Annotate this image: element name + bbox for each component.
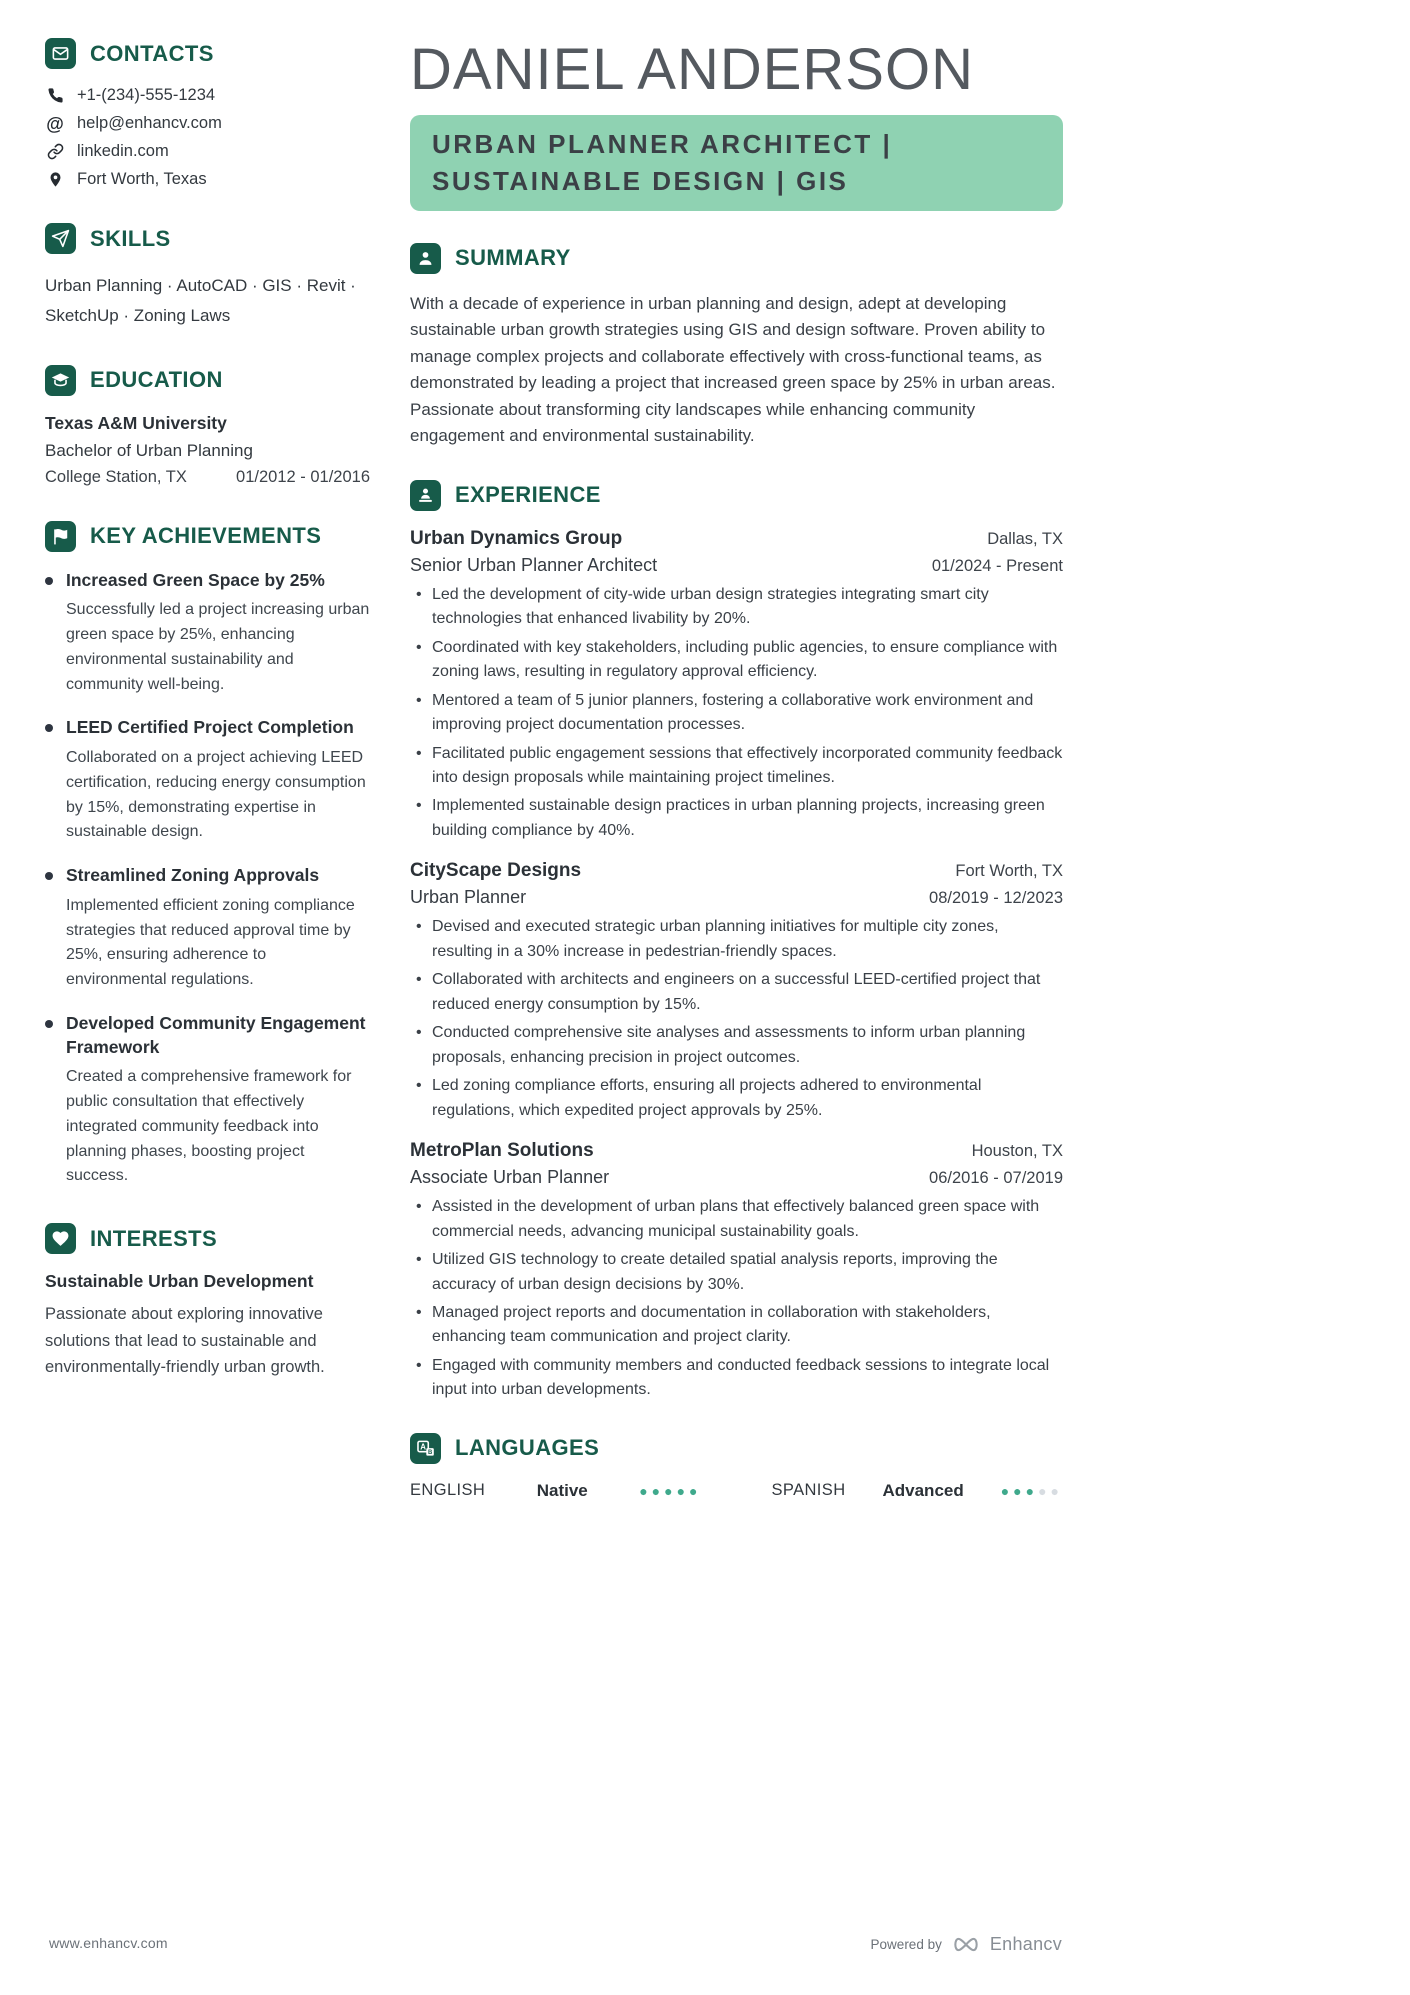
job-bullet: • Led the development of city-wide urban design strategies integrating smart city technologies that enhanced livability by 20%. xyxy=(410,583,1063,632)
job-dates: 01/2024 - Present xyxy=(931,556,1063,575)
achievement-body xyxy=(66,716,370,845)
footer-powered-by xyxy=(871,1934,1062,1955)
enhancv-logo-icon xyxy=(951,1935,981,1954)
person-icon xyxy=(410,243,441,274)
languages-title: LANGUAGES xyxy=(455,1435,600,1461)
contact-linkedin-text[interactable]: linkedin.com xyxy=(77,142,169,160)
job-bullet: • Utilized GIS technology to create detailed spatial analysis reports, improving the accuracy of urban design decisions by 30%. xyxy=(410,1248,1063,1297)
job-role: Urban Planner xyxy=(410,887,527,908)
job-location: Dallas, TX xyxy=(987,529,1063,548)
job-company: CityScape Designs xyxy=(410,860,582,882)
achievement-description: Successfully led a project increasing urban green space by 25%, enhancing environmental sustainability and community well-being. xyxy=(66,601,370,693)
achievement-item xyxy=(45,864,370,993)
experience-section-header xyxy=(410,480,1063,511)
language-name: SPANISH xyxy=(771,1481,846,1500)
job-header-row xyxy=(410,1140,1063,1162)
languages-list xyxy=(410,1481,1063,1501)
enhancv-brand-text[interactable]: Enhancv xyxy=(989,1934,1062,1954)
job-location: Houston, TX xyxy=(971,1142,1063,1161)
skills-title: SKILLS xyxy=(90,225,171,251)
job-bullet: • Engaged with community members and conducted feedback sessions to integrate local input into urban developments. xyxy=(410,1354,1063,1403)
job-bullet: • Mentored a team of 5 junior planners, fostering a collaborative work environment and improving project documentation processes. xyxy=(410,689,1063,738)
contacts-title: CONTACTS xyxy=(90,40,214,66)
job-dates: 06/2016 - 07/2019 xyxy=(929,1169,1063,1188)
job-title-line1: URBAN PLANNER ARCHITECT | xyxy=(432,128,893,159)
achievement-description: Collaborated on a project achieving LEED certification, reducing energy consumption by 15%, demonstrating expertise in sustainable design. xyxy=(66,748,366,841)
powered-by-label: Powered by xyxy=(870,1937,942,1952)
interest-title: Sustainable Urban Development xyxy=(45,1271,314,1292)
experience-job xyxy=(410,860,1063,1123)
achievement-title: Developed Community Engagement Framework xyxy=(66,1012,366,1057)
dots-empty: ●● xyxy=(1038,1482,1063,1499)
achievement-bullet-dot xyxy=(45,1020,53,1028)
experience-jobs xyxy=(410,528,1063,1403)
languages-section-header xyxy=(410,1433,1063,1464)
achievement-title: LEED Certified Project Completion xyxy=(66,717,354,738)
key-achievements-section-header xyxy=(45,521,370,552)
language-level: Native xyxy=(536,1480,588,1500)
summary-section xyxy=(410,243,1063,450)
education-location: College Station, TX xyxy=(45,467,187,486)
experience-job xyxy=(410,528,1063,844)
summary-section-header xyxy=(410,243,1063,274)
job-bullet: • Facilitated public engagement sessions that effectively incorporated community feedback into design proposals while maintaining project timelines. xyxy=(410,742,1063,791)
job-role: Senior Urban Planner Architect xyxy=(410,554,658,575)
interests-section-header xyxy=(45,1223,370,1254)
language-proficiency-dots xyxy=(639,1483,701,1499)
education-degree: Bachelor of Urban Planning xyxy=(45,440,253,460)
rocket-icon xyxy=(45,223,76,254)
main-column xyxy=(410,38,1063,1995)
link-icon xyxy=(45,143,65,160)
key-achievements-title: KEY ACHIEVEMENTS xyxy=(90,523,322,548)
job-subheader-row xyxy=(410,882,1063,915)
job-bullet: • Devised and executed strategic urban planning initiatives for multiple city zones, resulting in a 30% increase in pedestrian-friendly spaces. xyxy=(410,915,1063,964)
summary-title: SUMMARY xyxy=(455,245,571,271)
contact-location-text: Fort Worth, Texas xyxy=(77,170,207,188)
job-subheader-row xyxy=(410,1162,1063,1195)
translate-icon xyxy=(410,1433,441,1464)
experience-job xyxy=(410,1140,1063,1403)
education-dates: 01/2012 - 01/2016 xyxy=(236,467,370,486)
dots-filled: ●●● xyxy=(1000,1482,1039,1499)
contact-location-row xyxy=(45,170,370,189)
contact-email-row xyxy=(45,114,370,133)
sidebar xyxy=(45,38,370,1995)
job-bullet: • Implemented sustainable design practices in urban planning projects, increasing green building compliance by 40%. xyxy=(410,794,1063,843)
achievement-bullet-dot xyxy=(45,577,53,585)
achievement-body xyxy=(66,1012,370,1189)
job-title-banner xyxy=(410,115,1063,211)
education-title: EDUCATION xyxy=(90,367,223,392)
job-bullet-list xyxy=(410,915,1063,1123)
achievement-description: Implemented efficient zoning compliance strategies that reduced approval time by 25%, ensuring adherence to environmental regulations. xyxy=(66,896,355,989)
graduation-cap-icon xyxy=(45,365,76,396)
job-bullet-list xyxy=(410,583,1063,844)
achievement-body xyxy=(66,864,370,993)
achievement-title: Streamlined Zoning Approvals xyxy=(66,865,320,886)
contact-email-text[interactable]: help@enhancv.com xyxy=(77,114,222,132)
experience-section xyxy=(410,480,1063,1403)
job-dates: 08/2019 - 12/2023 xyxy=(929,889,1063,908)
contacts-section xyxy=(45,38,370,189)
job-bullet: • Conducted comprehensive site analyses and assessments to inform urban planning proposals, enhancing precision in project outcomes. xyxy=(410,1021,1063,1070)
achievement-bullet-dot xyxy=(45,724,53,732)
skills-section-header xyxy=(45,223,370,254)
languages-section xyxy=(410,1433,1063,1501)
education-meta xyxy=(45,468,370,487)
education-school: Texas A&M University xyxy=(45,412,227,433)
svg-text:A: A xyxy=(420,1442,426,1452)
heart-icon xyxy=(45,1223,76,1254)
svg-text:B: B xyxy=(427,1449,433,1456)
job-bullet: • Collaborated with architects and engineers on a successful LEED-certified project that reduced energy consumption by 15%. xyxy=(410,968,1063,1017)
job-title-line2: SUSTAINABLE DESIGN | GIS xyxy=(432,165,849,196)
footer-website-link[interactable]: www.enhancv.com xyxy=(49,1935,168,1951)
flag-icon xyxy=(45,521,76,552)
contacts-section-header xyxy=(45,38,370,69)
job-bullet-list xyxy=(410,1195,1063,1403)
achievement-title: Increased Green Space by 25% xyxy=(66,569,325,590)
skills-section xyxy=(45,223,370,331)
contact-phone-row xyxy=(45,86,370,105)
language-name: ENGLISH xyxy=(410,1481,486,1500)
job-header-row xyxy=(410,528,1063,550)
achievement-bullet-dot xyxy=(45,872,53,880)
experience-title: EXPERIENCE xyxy=(455,482,601,508)
language-item xyxy=(772,1481,1064,1501)
job-bullet: • Coordinated with key stakeholders, including public agencies, to ensure compliance with zoning laws, resulting in regulatory approval efficiency. xyxy=(410,636,1063,685)
experience-person-icon xyxy=(410,480,441,511)
job-company: Urban Dynamics Group xyxy=(410,527,623,549)
job-bullet: • Led zoning compliance efforts, ensuring all projects adhered to environmental regulations, which expedited project approvals by 25%. xyxy=(410,1074,1063,1123)
job-bullet: • Managed project reports and documentation in collaboration with stakeholders, enhancing team communication and project clarity. xyxy=(410,1301,1063,1350)
key-achievements-section xyxy=(45,521,370,1190)
interests-title: INTERESTS xyxy=(90,1225,218,1251)
location-icon xyxy=(45,171,65,188)
job-subheader-row xyxy=(410,550,1063,583)
job-company: MetroPlan Solutions xyxy=(410,1140,594,1162)
at-icon: @ xyxy=(46,113,64,134)
job-location: Fort Worth, TX xyxy=(955,862,1063,881)
achievement-item xyxy=(45,569,370,698)
contact-phone-text: +1-(234)-555-1234 xyxy=(77,86,216,104)
key-achievements-list xyxy=(45,569,370,1190)
achievement-description: Created a comprehensive framework for public consultation that effectively integrated community feedback into planning phases, boosting project success. xyxy=(66,1068,352,1185)
achievement-item xyxy=(45,1012,370,1189)
summary-text: With a decade of experience in urban planning and design, adept at developing sustainable urban growth strategies using GIS and design software. Proven ability to manage complex projects and collaborate effectively with cross-functional teams, as demonstrated by leading a project that increased green space by 25% in urban areas. Passionate about transforming city landscapes while enhancing community engagement and environmental sustainability. xyxy=(410,293,1056,446)
job-header-row xyxy=(410,860,1063,882)
achievement-item xyxy=(45,716,370,845)
education-section xyxy=(45,365,370,487)
job-role: Associate Urban Planner xyxy=(410,1167,610,1188)
contact-linkedin-row xyxy=(45,142,370,161)
language-item xyxy=(410,1481,702,1501)
interests-section xyxy=(45,1223,370,1380)
job-bullet: • Assisted in the development of urban plans that effectively balanced green space with commercial needs, advancing municipal sustainability goals. xyxy=(410,1195,1063,1244)
dots-filled: ●●●●● xyxy=(639,1482,702,1499)
mail-icon xyxy=(45,38,76,69)
language-level: Advanced xyxy=(882,1480,964,1500)
language-proficiency-dots xyxy=(1001,1483,1063,1499)
education-section-header xyxy=(45,365,370,396)
achievement-body xyxy=(66,569,370,698)
candidate-name: DANIEL ANDERSON xyxy=(410,37,974,102)
phone-icon xyxy=(45,87,65,104)
contact-list xyxy=(45,86,370,189)
interest-description: Passionate about exploring innovative solutions that lead to sustainable and environmentally-friendly urban growth. xyxy=(45,1305,325,1376)
skills-list: Urban Planning · AutoCAD · GIS · Revit · SketchUp · Zoning Laws xyxy=(45,276,356,325)
